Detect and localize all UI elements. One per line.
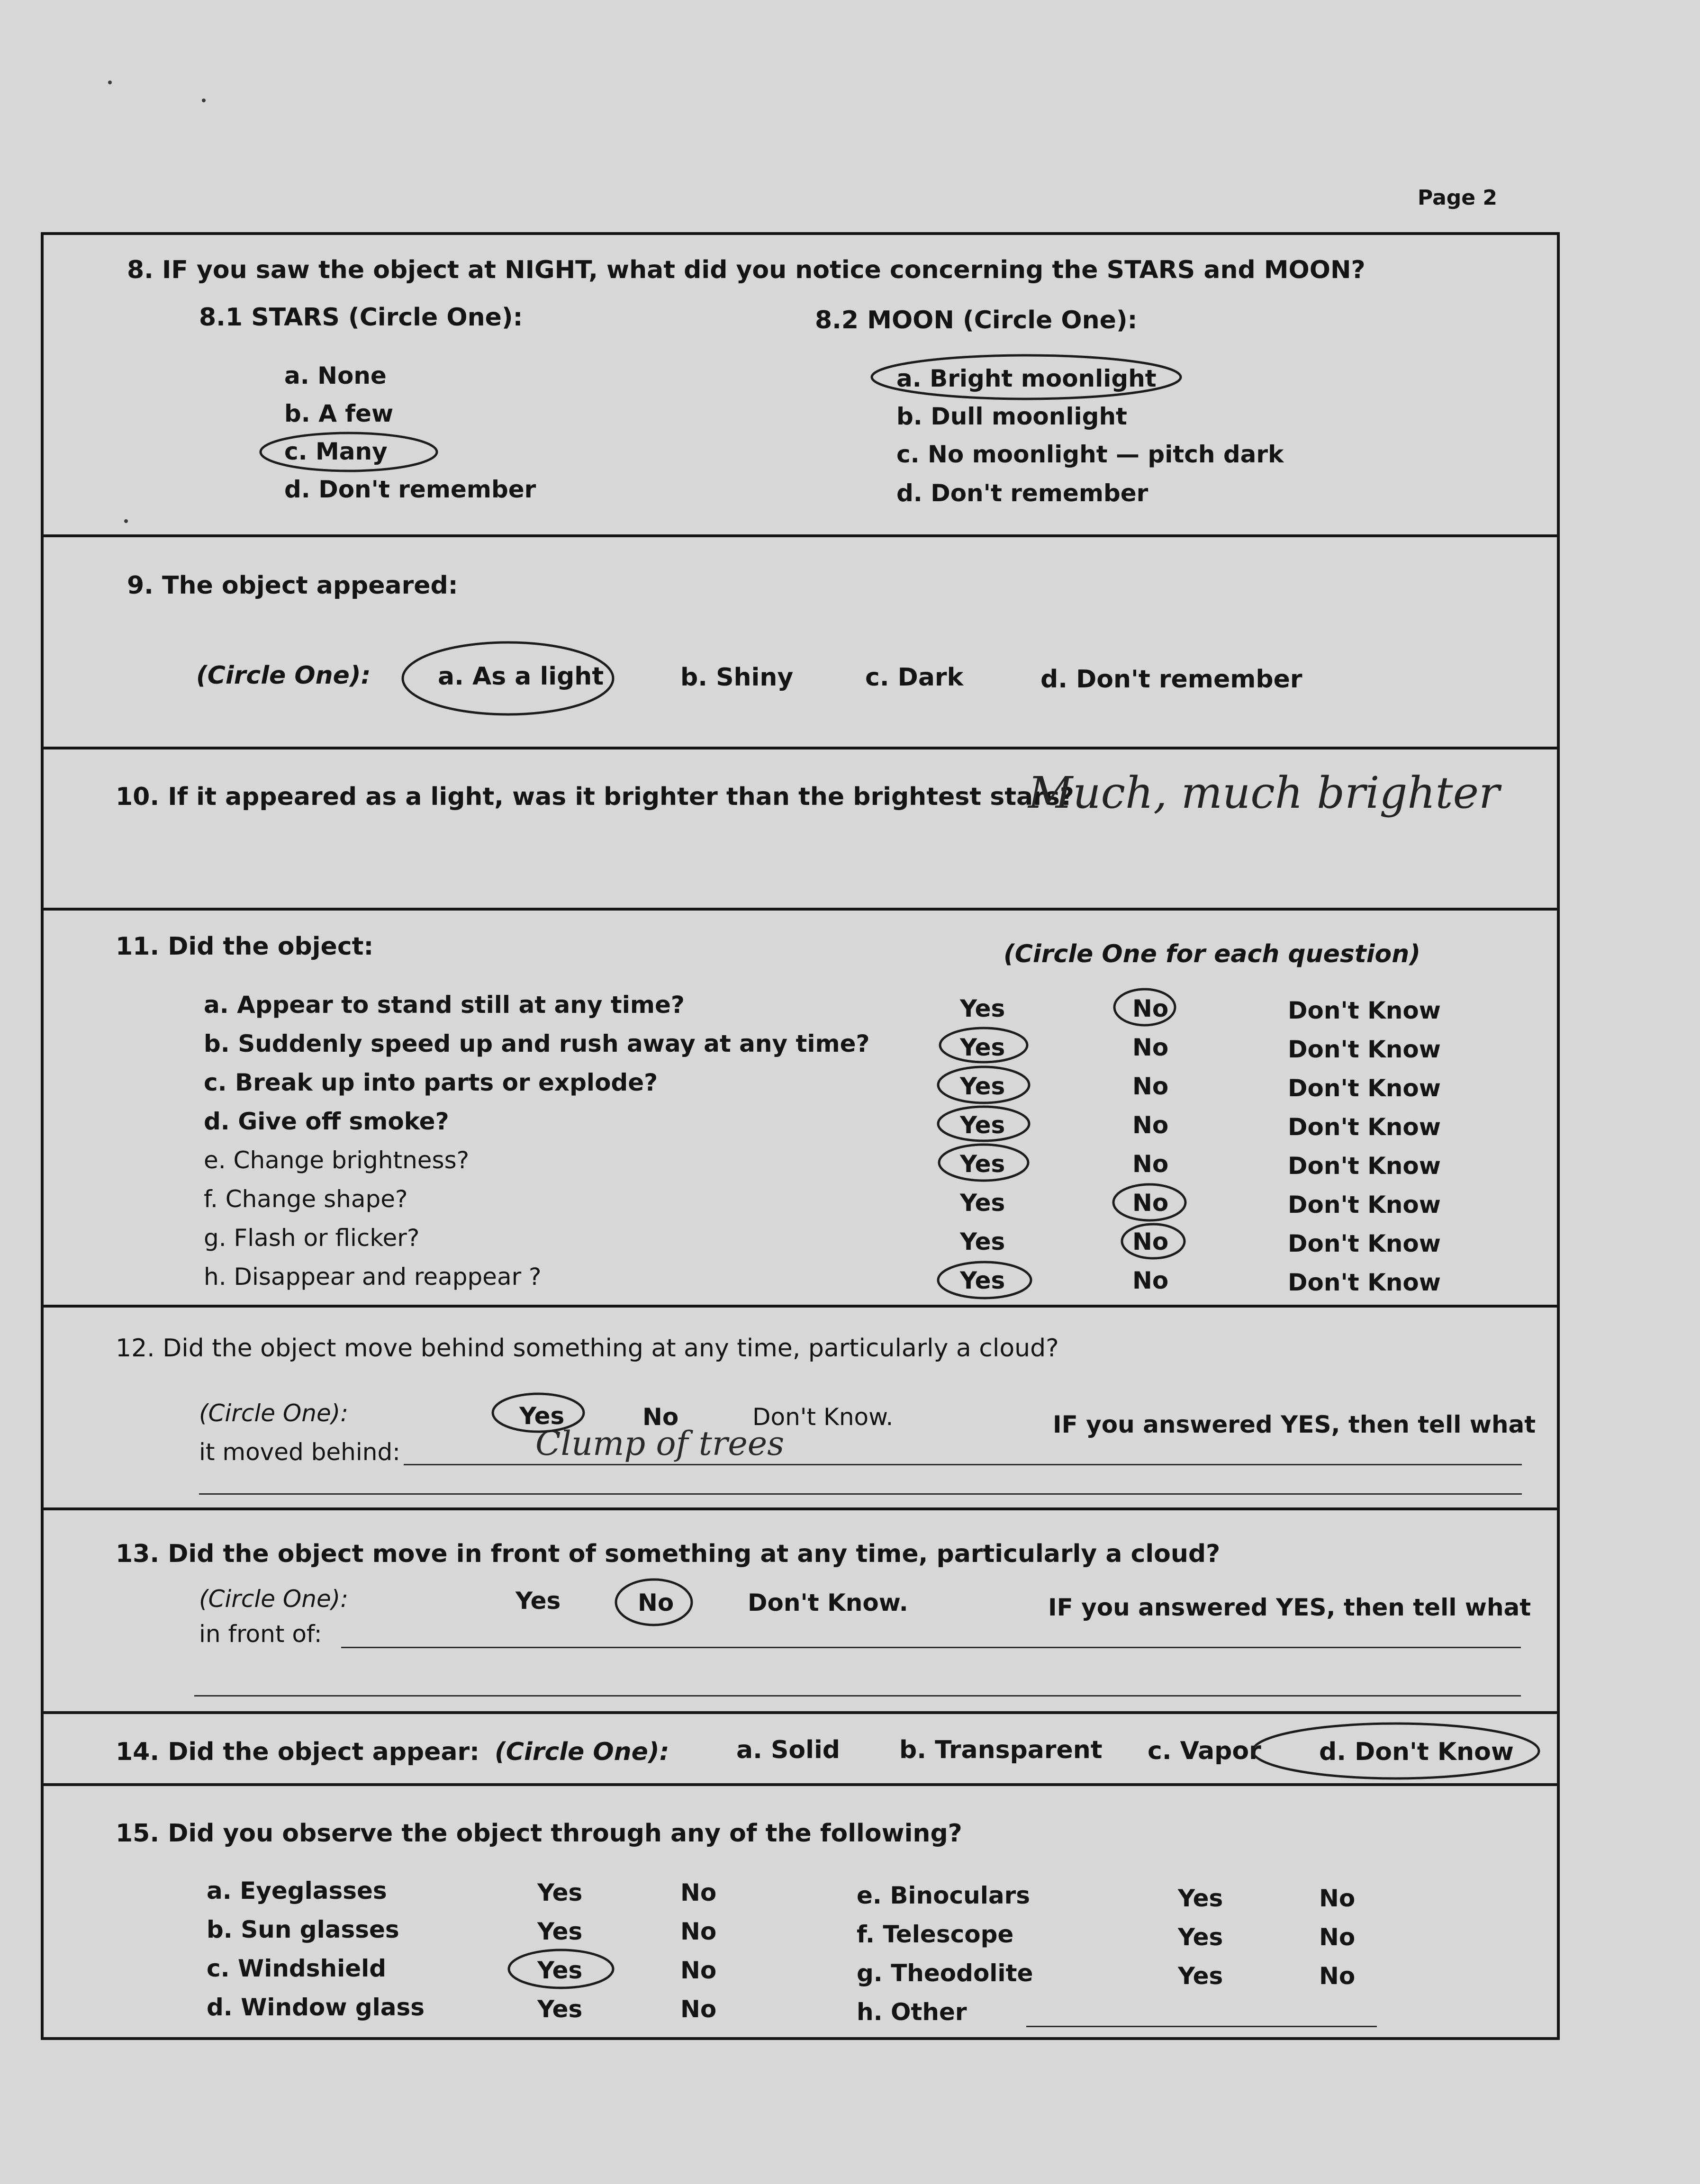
speck [108,81,112,84]
instrument-label: g. Theodolite [857,1959,1033,1987]
speck [202,99,206,102]
answer-line [341,1647,1521,1648]
no-option-circled[interactable]: No [1132,1228,1169,1255]
question-12-text: 12. Did the object move behind something at any time, particularly a cloud? [116,1334,1059,1363]
stars-option-circled[interactable]: c. Many [284,438,388,465]
question-13-text: 13. Did the object move in front of something at any time, particularly a cloud? [116,1540,1221,1568]
yes-option[interactable]: Yes [960,1189,1005,1217]
question-15-text: 15. Did you observe the object through any of the following? [116,1819,962,1848]
no-option-circled[interactable]: No [1132,995,1169,1022]
no-option[interactable]: No [680,1995,717,2023]
row-label: g. Flash or flicker? [204,1224,420,1252]
circle-one-label: (Circle One): [199,1399,349,1427]
question-8-text: 8. IF you saw the object at NIGHT, what did you notice concerning the STARS and MOON? [127,256,1365,284]
question-14-text: 14. Did the object appear: [116,1738,479,1766]
yes-option[interactable]: Yes [537,1879,583,1906]
row-label: d. Give off smoke? [204,1108,449,1135]
consistency-option[interactable]: b. Transparent [899,1736,1103,1764]
no-option-circled[interactable]: No [1132,1189,1169,1217]
section-divider [41,534,1560,537]
no-option[interactable]: No [1132,1111,1169,1139]
instrument-label: e. Binoculars [857,1882,1031,1909]
yes-option[interactable]: Yes [537,1995,583,2023]
section-divider [41,1783,1560,1786]
section-divider [41,747,1560,749]
row-label: e. Change brightness? [204,1146,470,1174]
yes-option-circled[interactable]: Yes [960,1073,1005,1100]
dont-know-option[interactable]: Don't Know [1288,1269,1441,1296]
instrument-label: b. Sun glasses [207,1916,399,1943]
instrument-label: a. Eyeglasses [207,1877,387,1904]
circle-one-label: (Circle One): [495,1738,669,1766]
question-11-text: 11. Did the object: [116,932,374,961]
in-front-of-label: in front of: [199,1620,322,1648]
consistency-option[interactable]: c. Vapor [1148,1737,1261,1765]
yes-option-circled[interactable]: Yes [537,1957,583,1984]
yes-option-circled[interactable]: Yes [960,1034,1005,1061]
no-option[interactable]: No [1132,1267,1169,1294]
circle-one-label: (Circle One): [196,661,371,690]
circle-one-label: (Circle One): [199,1585,349,1613]
answer-line [194,1695,1521,1697]
handwritten-answer: Much, much brighter [1028,767,1500,818]
circle-instruction: (Circle One for each question) [1004,940,1421,968]
section-divider [41,908,1560,911]
consistency-option[interactable]: a. Solid [736,1736,840,1764]
yes-option[interactable]: Yes [537,1918,583,1945]
row-label: a. Appear to stand still at any time? [204,991,685,1019]
no-option[interactable]: No [1319,1962,1356,1990]
instrument-label: h. Other [857,1998,967,2026]
no-option[interactable]: No [680,1879,717,1906]
yes-option[interactable]: Yes [960,995,1005,1022]
instrument-label: c. Windshield [207,1955,387,1982]
dont-know-option[interactable]: Don't Know [1288,1191,1441,1218]
dont-know-option[interactable]: Don't Know [1288,1152,1441,1180]
yes-option[interactable]: Yes [1178,1885,1223,1912]
moon-option-circled[interactable]: a. Bright moonlight [896,365,1157,392]
answer-line [404,1464,1522,1465]
appearance-option[interactable]: b. Shiny [680,663,794,692]
moon-title: 8.2 MOON (Circle One): [815,306,1138,334]
moon-option[interactable]: d. Don't remember [896,479,1148,507]
instrument-label: d. Window glass [207,1994,425,2021]
no-option[interactable]: No [1319,1923,1356,1951]
no-option[interactable]: No [1132,1034,1169,1061]
stars-title: 8.1 STARS (Circle One): [199,303,523,332]
instrument-label: f. Telescope [857,1921,1014,1948]
appearance-option[interactable]: d. Don't remember [1040,665,1302,694]
yes-option-circled[interactable]: Yes [960,1111,1005,1139]
dont-know-option[interactable]: Don't Know [1288,1074,1441,1102]
yes-option[interactable]: Yes [1178,1962,1223,1990]
stars-option[interactable]: a. None [284,362,387,389]
moon-option[interactable]: c. No moonlight — pitch dark [896,441,1284,468]
handwritten-answer: Clump of trees [535,1424,785,1463]
yes-option-circled[interactable]: Yes [960,1150,1005,1178]
no-option[interactable]: No [1132,1150,1169,1178]
dont-know-option[interactable]: Don't Know. [748,1589,908,1616]
row-label: f. Change shape? [204,1185,408,1213]
appearance-option-circled[interactable]: a. As a light [438,662,604,691]
page-number: Page 2 [1418,186,1498,210]
no-option[interactable]: No [1319,1885,1356,1912]
other-answer-line[interactable] [1026,2026,1377,2027]
stars-option[interactable]: d. Don't remember [284,476,536,503]
dont-know-option[interactable]: Don't Know. [752,1403,894,1431]
dont-know-option[interactable]: Don't Know [1288,1036,1441,1063]
follow-up-text: IF you answered YES, then tell what [1053,1411,1536,1438]
no-option[interactable]: No [642,1403,679,1431]
consistency-option-circled[interactable]: d. Don't Know [1319,1738,1514,1766]
no-option[interactable]: No [1132,1073,1169,1100]
follow-up-text: IF you answered YES, then tell what [1048,1594,1531,1621]
stars-option[interactable]: b. A few [284,400,394,427]
moved-behind-label: it moved behind: [199,1438,401,1466]
question-10-text: 10. If it appeared as a light, was it brighter than the brightest stars? [116,783,1074,811]
row-label: h. Disappear and reappear ? [204,1263,542,1291]
answer-line [199,1493,1522,1495]
section-divider [41,1507,1560,1510]
no-option-circled[interactable]: No [638,1589,674,1616]
appearance-option[interactable]: c. Dark [865,663,964,692]
section-divider [41,1305,1560,1308]
no-option[interactable]: No [680,1957,717,1984]
yes-option[interactable]: Yes [515,1587,561,1615]
row-label: c. Break up into parts or explode? [204,1069,658,1096]
dont-know-option[interactable]: Don't Know [1288,1230,1441,1257]
section-divider [41,1711,1560,1714]
dont-know-option[interactable]: Don't Know [1288,1113,1441,1141]
question-9-text: 9. The object appeared: [127,571,458,600]
row-label: b. Suddenly speed up and rush away at any time? [204,1030,870,1057]
no-option[interactable]: No [680,1918,717,1945]
moon-option[interactable]: b. Dull moonlight [896,403,1127,430]
dont-know-option[interactable]: Don't Know [1288,997,1441,1024]
yes-option[interactable]: Yes [960,1228,1005,1255]
yes-option-circled[interactable]: Yes [519,1402,565,1430]
yes-option-circled[interactable]: Yes [960,1267,1005,1294]
yes-option[interactable]: Yes [1178,1923,1223,1951]
